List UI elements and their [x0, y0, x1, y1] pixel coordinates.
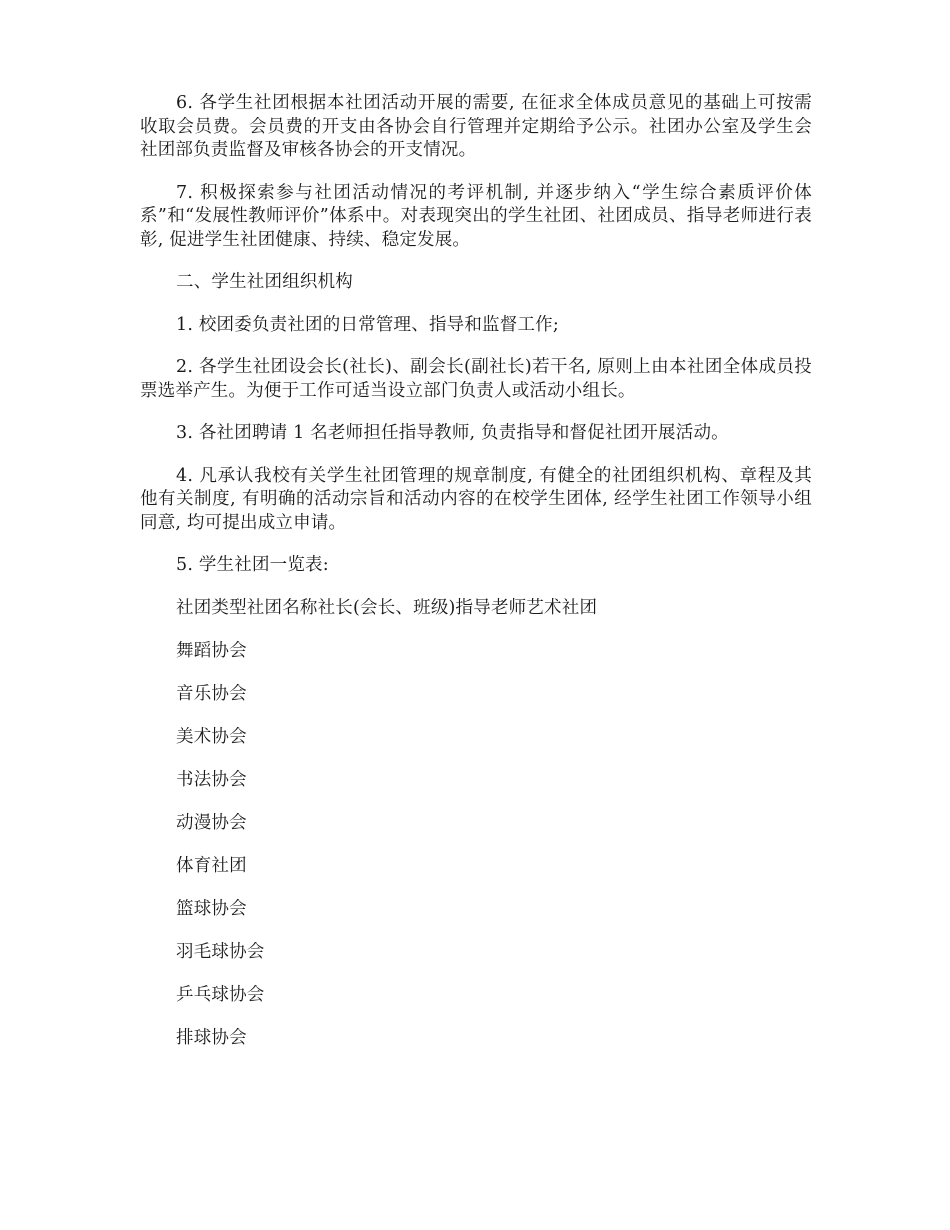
- paragraph-s2-2: 2. 各学生社团设会长(社长)、副会长(副社长)若干名, 原则上由本社团全体成员投票选举产生。为便于工作可适当设立部门负责人或活动小组长。: [140, 357, 812, 401]
- list-item: 美术协会: [176, 726, 247, 747]
- paragraph-s2-3: 3. 各社团聘请 1 名老师担任指导教师, 负责指导和督促社团开展活动。: [176, 423, 729, 443]
- club-table: [140, 597, 812, 1070]
- club-table-header: 社团类型社团名称社长(会长、班级)指导老师艺术社团: [176, 597, 598, 618]
- list-item: 排球协会: [176, 1027, 247, 1048]
- paragraph-s2-1: 1. 校团委负责社团的日常管理、指导和监督工作;: [176, 314, 559, 335]
- list-item: 羽毛球协会: [176, 941, 265, 962]
- list-item: 体育社团: [176, 855, 247, 876]
- list-item: 动漫协会: [176, 812, 247, 833]
- paragraph-s2-5: 5. 学生社团一览表:: [176, 555, 329, 575]
- list-item: 乒乓球协会: [176, 984, 265, 1005]
- section-heading-2: 二、学生社团组织机构: [176, 272, 353, 292]
- paragraph-7: 7. 积极探索参与社团活动情况的考评机制, 并逐步纳入“学生综合素质评价体系”和“发展性教师评价”体系中。对表现突出的学生社团、社团成员、指导老师进行表彰, 促进学生社团健康、持续、稳定发展。: [140, 182, 812, 250]
- document-body: [140, 92, 812, 1070]
- list-item: 舞蹈协会: [176, 640, 247, 661]
- list-item: 篮球协会: [176, 898, 247, 919]
- paragraph-s2-4: 4. 凡承认我校有关学生社团管理的规章制度, 有健全的社团组织机构、章程及其他有关制度, 有明确的活动宗旨和活动内容的在校学生团体, 经学生社团工作领导小组同意, 均可提出成立申请。: [140, 465, 812, 533]
- list-item: 书法协会: [176, 769, 247, 790]
- list-item: 音乐协会: [176, 683, 247, 704]
- paragraph-6: 6. 各学生社团根据本社团活动开展的需要, 在征求全体成员意见的基础上可按需收取会员费。会员费的开支由各协会自行管理并定期给予公示。社团办公室及学生会社团部负责监督及审核各协会的开支情况。: [140, 93, 812, 160]
